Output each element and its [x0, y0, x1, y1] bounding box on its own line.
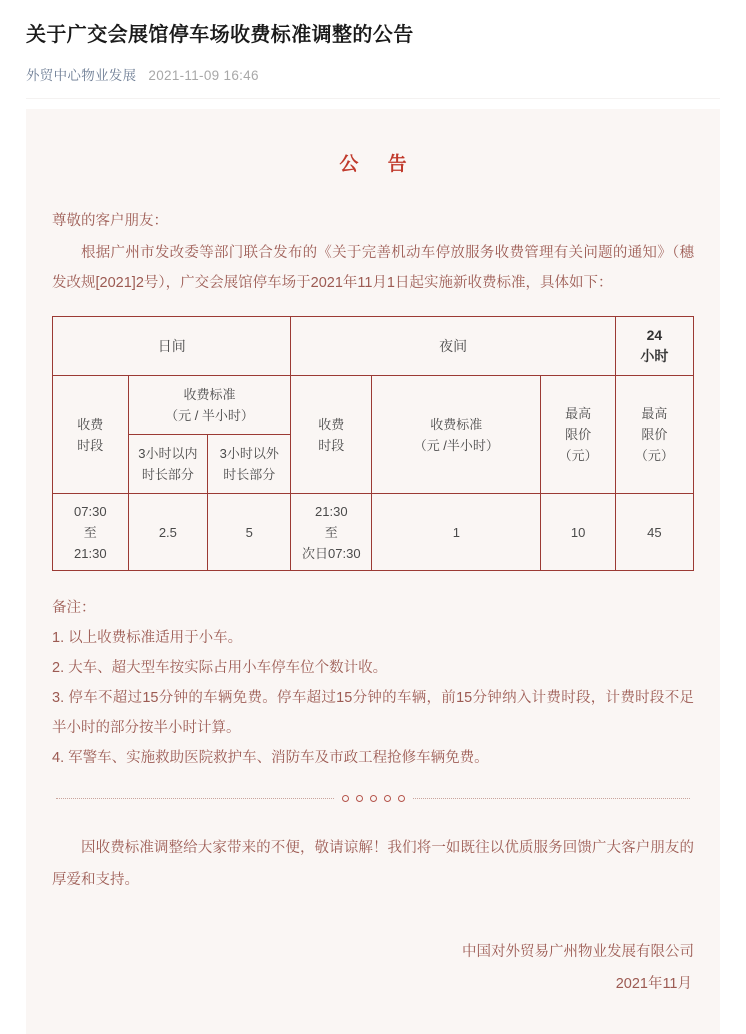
subheader-day-rate-within-line1: 3小时以内	[138, 446, 198, 461]
cell-night-period-line1: 21:30	[315, 503, 348, 519]
notice-heading: 公 告	[339, 154, 419, 175]
subheader-night-cap	[541, 376, 615, 494]
meta-date: 2021-11-09 16:46	[148, 68, 259, 83]
article-meta	[26, 64, 720, 98]
header-divider	[26, 98, 720, 99]
subheader-day-period	[53, 376, 129, 494]
divider-line-left	[56, 798, 334, 799]
subheader-day-rate-beyond	[208, 435, 291, 494]
parking-rate-table	[52, 316, 694, 571]
subheader-night-rate-line2: （元 /半小时）	[413, 437, 499, 453]
signature-company: 中国对外贸易广州物业发展有限公司	[462, 944, 694, 960]
cell-day-period-line2: 至	[83, 524, 97, 540]
subheader-day-rate-line1: 收费标准	[183, 387, 236, 402]
cell-day-period-line3: 21:30	[74, 545, 107, 561]
closing-paragraph: 因收费标准调整给大家带来的不便，敬请谅解！我们将一如既往以优质服务回馈广大客户朋友的厚爱和支持。	[52, 840, 694, 888]
lead-paragraph: 根据广州市发改委等部门联合发布的《关于完善机动车停放服务收费管理有关问题的通知》（穗发改规[2021]2号），广交会展馆停车场于2021年11月1日起实施新收费标准，具体如下：	[52, 245, 694, 291]
subheader-day-cap-line3: （元）	[634, 448, 674, 463]
salutation: 尊敬的客户朋友：	[52, 213, 168, 229]
header-full-day-line2: 小时	[640, 348, 669, 364]
subheader-night-cap-line2: 限价	[565, 427, 592, 442]
header-full-day	[615, 317, 693, 376]
note-item: 3. 停车不超过15分钟的车辆免费。停车超过15分钟的车辆，前15分钟纳入计费时段，计费时段不足半小时的部分按半小时计算。	[52, 690, 694, 736]
subheader-night-cap-line1: 最高	[565, 406, 592, 421]
divider-line-right	[413, 798, 691, 799]
cell-night-rate: 1	[372, 494, 541, 571]
note-item: 1. 以上收费标准适用于小车。	[52, 630, 243, 646]
cell-night-period-line3: 次日07:30	[302, 545, 361, 561]
cell-full-day-cap: 45	[615, 494, 693, 571]
subheader-night-rate	[372, 376, 541, 494]
subheader-day-cap-line1: 最高	[641, 406, 668, 421]
notice-card	[26, 109, 720, 1034]
subheader-day-rate-within-line2: 时长部分	[141, 467, 194, 482]
table-header-row-sub-a	[53, 376, 694, 435]
subheader-day-period-line2: 时段	[77, 437, 104, 453]
cell-night-period-line2: 至	[324, 524, 338, 540]
cell-night-period	[291, 494, 372, 571]
divider-circles-icon	[334, 795, 413, 802]
signature-block	[52, 936, 694, 1000]
table-row	[53, 494, 694, 571]
subheader-day-rate	[128, 376, 291, 435]
subheader-day-cap-line2: 限价	[641, 427, 668, 442]
subheader-night-period-line1: 收费	[318, 416, 345, 432]
subheader-day-rate-line2: （元 / 半小时）	[165, 408, 254, 423]
subheader-night-rate-line1: 收费标准	[430, 416, 483, 432]
subheader-day-period-line1: 收费	[77, 416, 104, 432]
subheader-night-period	[291, 376, 372, 494]
cell-night-cap: 10	[541, 494, 615, 571]
notes-title: 备注：	[52, 600, 96, 616]
header-daytime: 日间	[53, 317, 291, 376]
cell-day-rate-within: 2.5	[128, 494, 207, 571]
table-header-row-groups	[53, 317, 694, 376]
note-item: 2. 大车、超大型车按实际占用小车停车位个数计收。	[52, 660, 388, 676]
cell-day-rate-beyond: 5	[208, 494, 291, 571]
subheader-day-rate-beyond-line2: 时长部分	[223, 467, 276, 482]
cell-day-period	[53, 494, 129, 571]
subheader-day-rate-beyond-line1: 3小时以外	[219, 446, 279, 461]
cell-day-period-line1: 07:30	[74, 503, 107, 519]
subheader-day-cap	[615, 376, 693, 494]
meta-source: 外贸中心物业发展	[26, 68, 137, 83]
subheader-day-rate-within	[128, 435, 207, 494]
subheader-night-period-line2: 时段	[318, 437, 345, 453]
subheader-night-cap-line3: （元）	[558, 448, 598, 463]
page-title: 关于广交会展馆停车场收费标准调整的公告	[26, 24, 414, 46]
signature-date: 2021年11月	[615, 976, 692, 992]
notice-body	[26, 206, 720, 1000]
header-full-day-line1: 24	[646, 327, 663, 343]
ornamental-divider	[52, 795, 694, 802]
note-item: 4. 军警车、实施救助医院救护车、消防车及市政工程抢修车辆免费。	[52, 750, 489, 766]
page-header	[0, 0, 746, 98]
header-nighttime: 夜间	[291, 317, 615, 376]
notes-block	[52, 593, 694, 773]
